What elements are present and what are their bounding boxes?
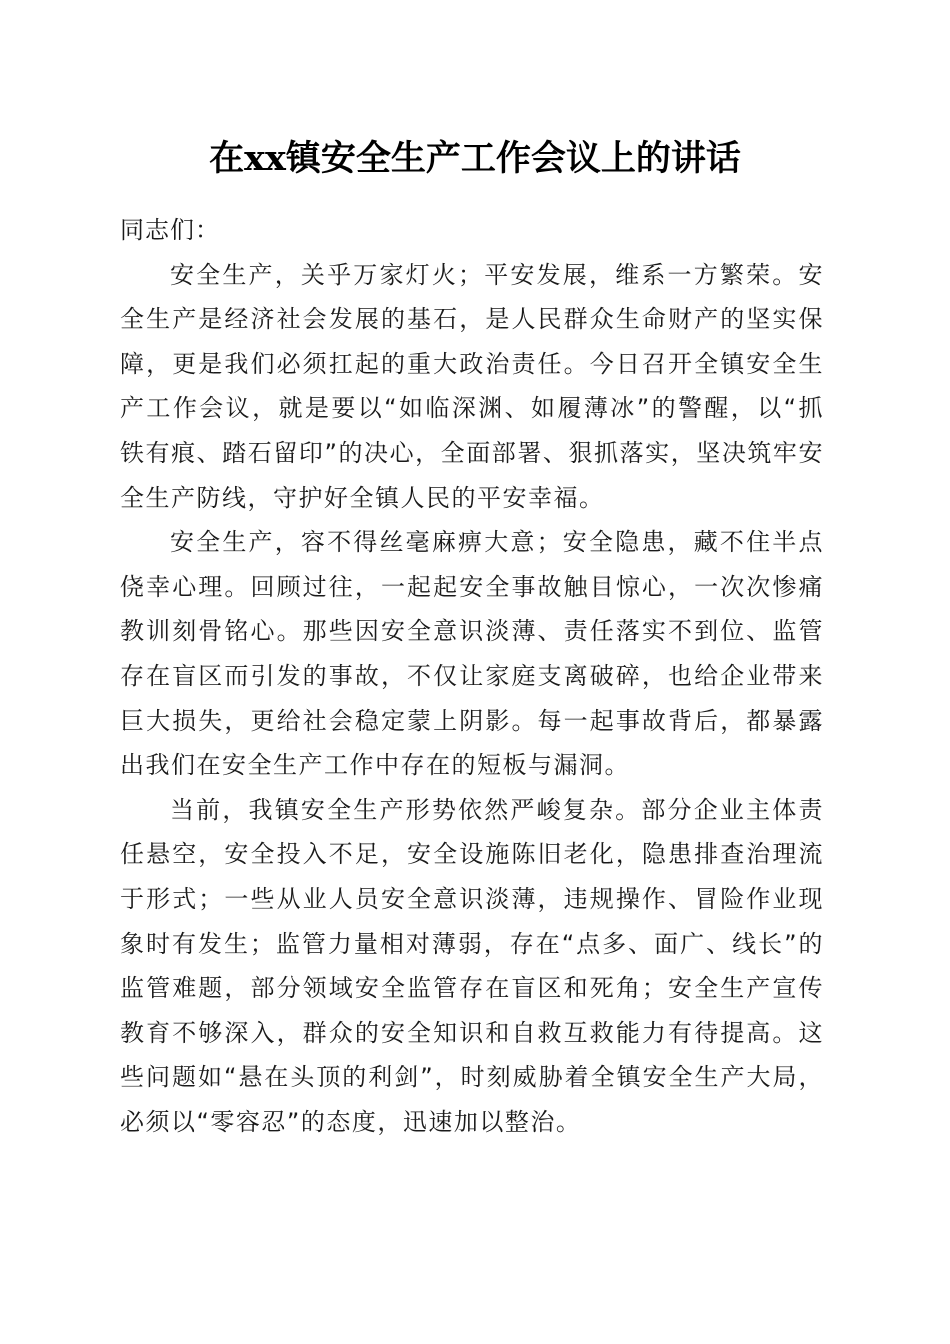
paragraph: 安全生产，容不得丝毫麻痹大意；安全隐患，藏不住半点侥幸心理。回顾过往，一起起安全事故触目惊心，一次次惨痛教训刻骨铭心。那些因安全意识淡薄、责任落实不到位、监管存在盲区而引发的事故，不仅让家庭支离破碎，也给企业带来巨大损失，更给社会稳定蒙上阴影。每一起事故背后，都暴露出我们在安全生产工作中存在的短板与漏洞。 — [120, 528, 824, 780]
document-body — [120, 208, 824, 1144]
paragraph: 安全生产，关乎万家灯火；平安发展，维系一方繁荣。安全生产是经济社会发展的基石，是人民群众生命财产的坚实保障，更是我们必须扛起的重大政治责任。今日召开全镇安全生产工作会议，就是要以“如临深渊、如履薄冰”的警醒，以“抓铁有痕、踏石留印”的决心，全面部署、狠抓落实，坚决筑牢安全生产防线，守护好全镇人民的平安幸福。 — [120, 260, 824, 512]
document-title: 在xx镇安全生产工作会议上的讲话 — [209, 138, 741, 179]
paragraph: 当前，我镇安全生产形势依然严峻复杂。部分企业主体责任悬空，安全投入不足，安全设施陈旧老化，隐患排查治理流于形式；一些从业人员安全意识淡薄，违规操作、冒险作业现象时有发生；监管力量相对薄弱，存在“点多、面广、线长”的监管难题，部分领域安全监管存在盲区和死角；安全生产宣传教育不够深入，群众的安全知识和自救互救能力有待提高。这些问题如“悬在头顶的利剑”，时刻威胁着全镇安全生产大局，必须以“零容忍”的态度，迅速加以整治。 — [120, 795, 824, 1136]
salutation: 同志们： — [120, 216, 220, 244]
